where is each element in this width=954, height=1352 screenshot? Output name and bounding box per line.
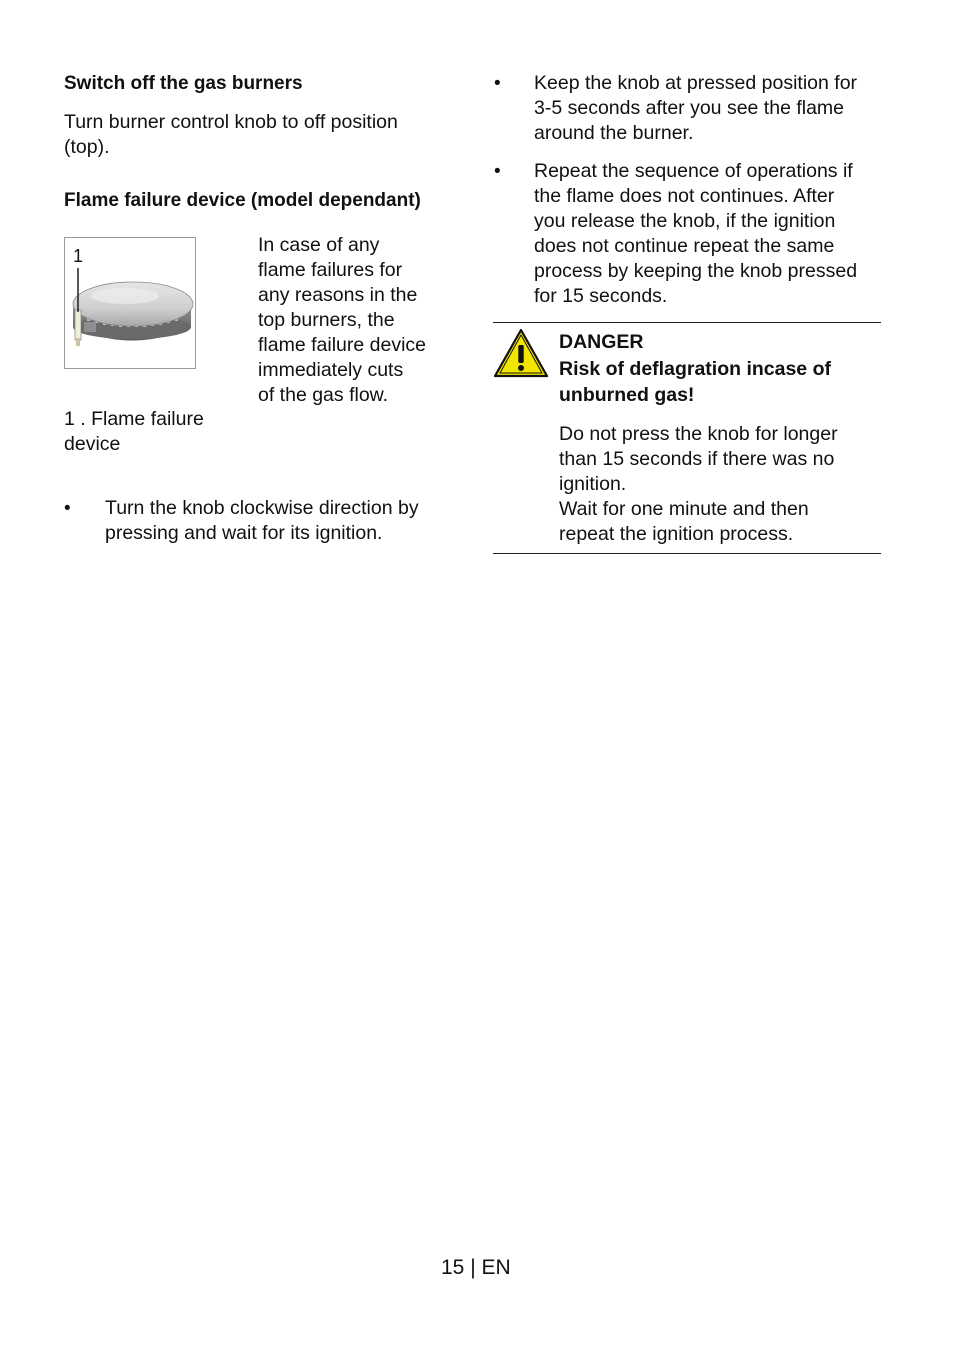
- description-line: of the gas flow.: [258, 384, 389, 406]
- bullet-dot: •: [494, 161, 501, 182]
- bullet-dot: •: [494, 73, 501, 94]
- switch-off-heading: Switch off the gas burners: [64, 73, 303, 94]
- figure-caption-line-1: 1 . Flame failure: [64, 408, 204, 430]
- description-line: flame failure device: [258, 334, 426, 356]
- switch-off-text-line-1: Turn burner control knob to off position: [64, 111, 398, 133]
- danger-body-line: than 15 seconds if there was no: [559, 448, 835, 470]
- danger-top-rule: [493, 322, 881, 323]
- figure-caption-line-2: device: [64, 433, 121, 455]
- bullet-line: for 15 seconds.: [534, 285, 668, 307]
- danger-title: DANGER: [559, 331, 644, 353]
- description-line: In case of any: [258, 234, 380, 256]
- warning-triangle-icon: [493, 328, 549, 378]
- page-number: 15 | EN: [441, 1256, 511, 1279]
- flame-failure-description: [258, 233, 426, 408]
- bullet-line: Turn the knob clockwise direction by: [105, 497, 419, 519]
- danger-body-line: Do not press the knob for longer: [559, 423, 838, 445]
- bullet-line: process by keeping the knob pressed: [534, 260, 858, 282]
- bullet-line: Keep the knob at pressed position for: [534, 72, 858, 94]
- description-line: top burners, the: [258, 309, 395, 331]
- switch-off-text-line-2: (top).: [64, 136, 110, 158]
- description-line: immediately cuts: [258, 359, 404, 381]
- bullet-line: Repeat the sequence of operations if: [534, 160, 853, 182]
- description-line: any reasons in the: [258, 284, 418, 306]
- description-line: flame failures for: [258, 259, 403, 281]
- bullet-keep-knob-pressed: [534, 71, 857, 146]
- bullet-line: does not continue repeat the same: [534, 235, 835, 257]
- bullet-line: you release the knob, if the ignition: [534, 210, 836, 232]
- danger-bottom-rule: [493, 553, 881, 554]
- bullet-turn-knob: [105, 496, 419, 546]
- danger-body-line: ignition.: [559, 473, 627, 495]
- danger-body-line: repeat the ignition process.: [559, 523, 794, 545]
- bullet-line: the flame does not continues. After: [534, 185, 835, 207]
- bullet-dot: •: [64, 498, 71, 519]
- figure-callout-number: 1: [73, 246, 84, 266]
- burner-illustration: [65, 238, 194, 367]
- bullet-line: 3-5 seconds after you see the flame: [534, 97, 845, 119]
- bullet-line: around the burner.: [534, 122, 694, 144]
- flame-failure-heading: Flame failure device (model dependant): [64, 190, 421, 211]
- burner-figure: [64, 237, 196, 369]
- danger-body: [559, 422, 838, 547]
- danger-body-line: Wait for one minute and then: [559, 498, 809, 520]
- bullet-repeat-sequence: [534, 159, 857, 309]
- bullet-line: pressing and wait for its ignition.: [105, 522, 383, 544]
- danger-subtitle-line-2: unburned gas!: [559, 384, 695, 406]
- danger-subtitle-line-1: Risk of deflagration incase of: [559, 358, 831, 380]
